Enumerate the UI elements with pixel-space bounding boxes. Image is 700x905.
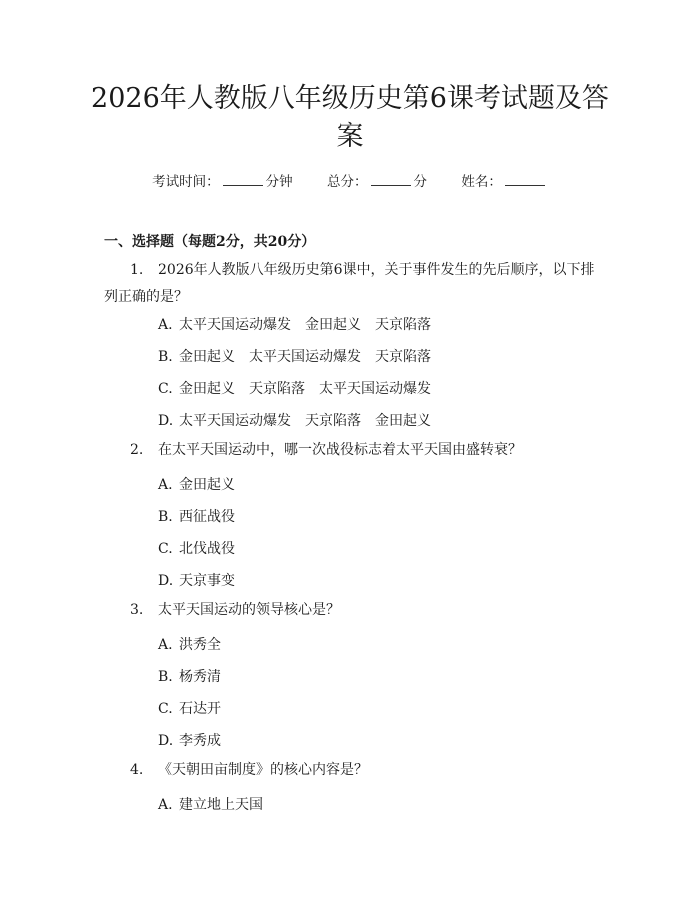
name-blank [505, 173, 545, 186]
option-1d [158, 410, 431, 430]
score-unit: 分 [413, 174, 427, 190]
option-2d [158, 570, 235, 590]
time-label: 考试时间： [152, 174, 220, 190]
option-2b [158, 506, 235, 526]
option-letter: D. [158, 573, 174, 589]
option-letter: A. [158, 637, 173, 653]
option-4a [158, 794, 263, 814]
option-text: 建立地上天国 [179, 797, 263, 813]
question-number: 1. [130, 262, 144, 278]
question-number: 4. [130, 762, 144, 778]
score-blank [371, 173, 411, 186]
option-letter: C. [158, 541, 173, 557]
question-number: 2. [130, 442, 144, 458]
option-letter: C. [158, 381, 173, 397]
question-2 [104, 437, 604, 464]
option-3a [158, 634, 221, 654]
time-blank [223, 173, 263, 186]
name-label: 姓名： [461, 174, 502, 190]
option-letter: D. [158, 733, 174, 749]
option-1b [158, 346, 431, 366]
option-letter: C. [158, 701, 173, 717]
option-text: 杨秀清 [179, 669, 221, 685]
option-text: 李秀成 [179, 733, 221, 749]
option-text: 太平天国运动爆发 天京陷落 金田起义 [179, 413, 431, 429]
option-text: 金田起义 太平天国运动爆发 天京陷落 [179, 349, 431, 365]
option-2c [158, 538, 235, 558]
question-3 [104, 597, 604, 624]
title-line-2: 案 [336, 121, 364, 152]
question-text: 在太平天国运动中，哪一次战役标志着太平天国由盛转衰？ [158, 442, 522, 458]
score-label: 总分： [327, 174, 368, 190]
option-3c [158, 698, 221, 718]
page-title [80, 80, 620, 156]
title-line-1: 2026年人教版八年级历史第6课考试题及答 [91, 83, 609, 114]
question-text: 《天朝田亩制度》的核心内容是？ [158, 762, 368, 778]
option-letter: A. [158, 317, 173, 333]
option-text: 金田起义 天京陷落 太平天国运动爆发 [179, 381, 431, 397]
question-text: 太平天国运动的领导核心是？ [158, 602, 340, 618]
option-letter: B. [158, 669, 173, 685]
option-3d [158, 730, 221, 750]
option-2a [158, 474, 235, 494]
option-text: 西征战役 [179, 509, 235, 525]
exam-info-line [0, 170, 700, 190]
question-text: 2026年人教版八年级历史第6课中，关于事件发生的先后顺序，以下排 [158, 262, 595, 278]
option-text: 金田起义 [179, 477, 235, 493]
option-1c [158, 378, 431, 398]
option-text: 洪秀全 [179, 637, 221, 653]
question-text-cont: 列正确的是？ [104, 289, 188, 305]
option-text: 太平天国运动爆发 金田起义 天京陷落 [179, 317, 431, 333]
question-1 [104, 257, 604, 311]
time-unit: 分钟 [265, 174, 293, 190]
option-letter: B. [158, 349, 173, 365]
option-text: 北伐战役 [179, 541, 235, 557]
question-4 [104, 757, 604, 784]
option-text: 天京事变 [179, 573, 235, 589]
option-letter: B. [158, 509, 173, 525]
option-1a [158, 314, 431, 334]
option-3b [158, 666, 221, 686]
option-text: 石达开 [179, 701, 221, 717]
option-letter: A. [158, 797, 173, 813]
section-title: 一、选择题（每题2分，共20分） [104, 234, 316, 250]
option-letter: D. [158, 413, 174, 429]
question-number: 3. [130, 602, 144, 618]
option-letter: A. [158, 477, 173, 493]
